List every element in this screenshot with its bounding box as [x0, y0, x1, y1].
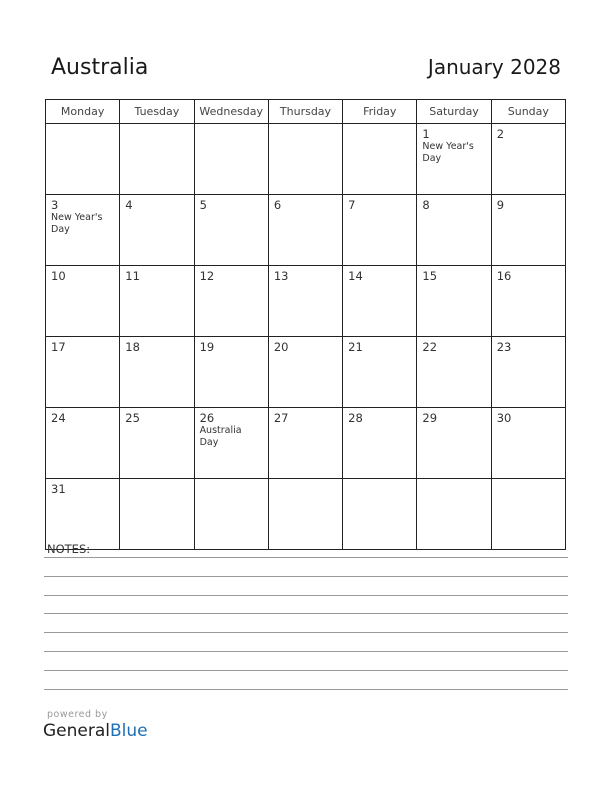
- holiday-label: Australia Day: [199, 425, 242, 448]
- day-cell: [46, 266, 120, 337]
- note-line: [44, 689, 568, 690]
- day-number: 13: [273, 269, 289, 283]
- day-number: 31: [51, 482, 66, 496]
- note-line: [44, 557, 568, 558]
- day-cell: [194, 266, 268, 337]
- week-row: [46, 479, 566, 550]
- day-number: 24: [51, 411, 66, 425]
- day-number: 27: [273, 411, 289, 425]
- day-number: 25: [125, 411, 140, 425]
- weekday-header-row: [46, 100, 566, 124]
- weekday-monday: Monday: [46, 100, 120, 124]
- day-number: 29: [422, 411, 438, 425]
- day-cell: [491, 195, 565, 266]
- weekday-tuesday: Tuesday: [120, 100, 194, 124]
- note-line: [44, 613, 568, 614]
- day-cell: [120, 408, 194, 479]
- day-cell: [46, 479, 120, 550]
- day-number: 16: [496, 269, 512, 283]
- day-number: 20: [273, 340, 289, 354]
- day-number: 18: [125, 340, 140, 354]
- day-number: 26: [199, 411, 215, 425]
- day-number: 4: [125, 198, 133, 212]
- day-cell: [46, 408, 120, 479]
- note-line: [44, 670, 568, 671]
- day-cell: [343, 408, 417, 479]
- day-cell: [343, 124, 417, 195]
- day-cell: [491, 266, 565, 337]
- day-number: 30: [496, 411, 512, 425]
- day-cell: [120, 195, 194, 266]
- day-number: 23: [496, 340, 512, 354]
- day-cell: [194, 195, 268, 266]
- day-number: 12: [199, 269, 215, 283]
- day-number: 2: [496, 127, 505, 141]
- week-row: [46, 195, 566, 266]
- day-cell: [417, 266, 491, 337]
- week-row: [46, 124, 566, 195]
- day-cell: [46, 124, 120, 195]
- day-number: 3: [51, 198, 59, 212]
- day-number: 1: [422, 127, 430, 141]
- day-cell: [491, 408, 565, 479]
- day-cell: [268, 337, 342, 408]
- note-line: [44, 651, 568, 652]
- weekday-wednesday: Wednesday: [194, 100, 268, 124]
- weekday-sunday: Sunday: [491, 100, 565, 124]
- day-cell: [194, 124, 268, 195]
- day-number: 28: [348, 411, 363, 425]
- day-number: 19: [199, 340, 215, 354]
- day-cell: [491, 337, 565, 408]
- day-cell: [343, 479, 417, 550]
- note-line: [44, 632, 568, 633]
- day-cell: [120, 266, 194, 337]
- day-number: 17: [51, 340, 66, 354]
- day-cell: [120, 479, 194, 550]
- day-number: 5: [199, 198, 207, 212]
- week-row: [46, 337, 566, 408]
- day-number: 11: [125, 269, 140, 283]
- day-cell: [343, 337, 417, 408]
- day-cell: [417, 124, 491, 195]
- day-cell: [120, 124, 194, 195]
- day-cell: [417, 408, 491, 479]
- day-cell: [343, 195, 417, 266]
- weekday-friday: Friday: [343, 100, 417, 124]
- day-number: 21: [348, 340, 363, 354]
- day-cell: [417, 479, 491, 550]
- day-cell: [194, 408, 268, 479]
- brand-general: General: [43, 721, 110, 741]
- day-number: 8: [422, 198, 430, 212]
- notes-label: NOTES:: [47, 542, 91, 556]
- day-number: 7: [348, 198, 356, 212]
- day-cell: [46, 337, 120, 408]
- brand-blue: Blue: [110, 721, 148, 741]
- note-line: [44, 595, 568, 596]
- day-number: 10: [51, 269, 66, 283]
- calendar-body: [46, 124, 566, 550]
- day-number: 9: [496, 198, 505, 212]
- day-cell: [268, 479, 342, 550]
- week-row: [46, 408, 566, 479]
- country-title: Australia: [51, 55, 149, 80]
- day-cell: [268, 195, 342, 266]
- day-cell: [343, 266, 417, 337]
- day-cell: [491, 479, 565, 550]
- day-number: 14: [348, 269, 363, 283]
- day-cell: [194, 479, 268, 550]
- powered-by-text: powered by: [47, 709, 108, 720]
- holiday-label: New Year's Day: [51, 212, 103, 235]
- day-number: 22: [422, 340, 438, 354]
- weekday-saturday: Saturday: [417, 100, 491, 124]
- day-number: 6: [273, 198, 282, 212]
- day-cell: [491, 124, 565, 195]
- note-line: [44, 576, 568, 577]
- month-title: January 2028: [427, 55, 561, 79]
- day-cell: [417, 337, 491, 408]
- day-cell: [194, 337, 268, 408]
- holiday-label: New Year's Day: [422, 141, 474, 164]
- weekday-thursday: Thursday: [268, 100, 342, 124]
- day-cell: [268, 266, 342, 337]
- day-cell: [268, 408, 342, 479]
- week-row: [46, 266, 566, 337]
- brand-logo: [43, 721, 148, 741]
- day-number: 15: [422, 269, 438, 283]
- day-cell: [46, 195, 120, 266]
- calendar-grid: [45, 99, 566, 550]
- day-cell: [120, 337, 194, 408]
- day-cell: [268, 124, 342, 195]
- day-cell: [417, 195, 491, 266]
